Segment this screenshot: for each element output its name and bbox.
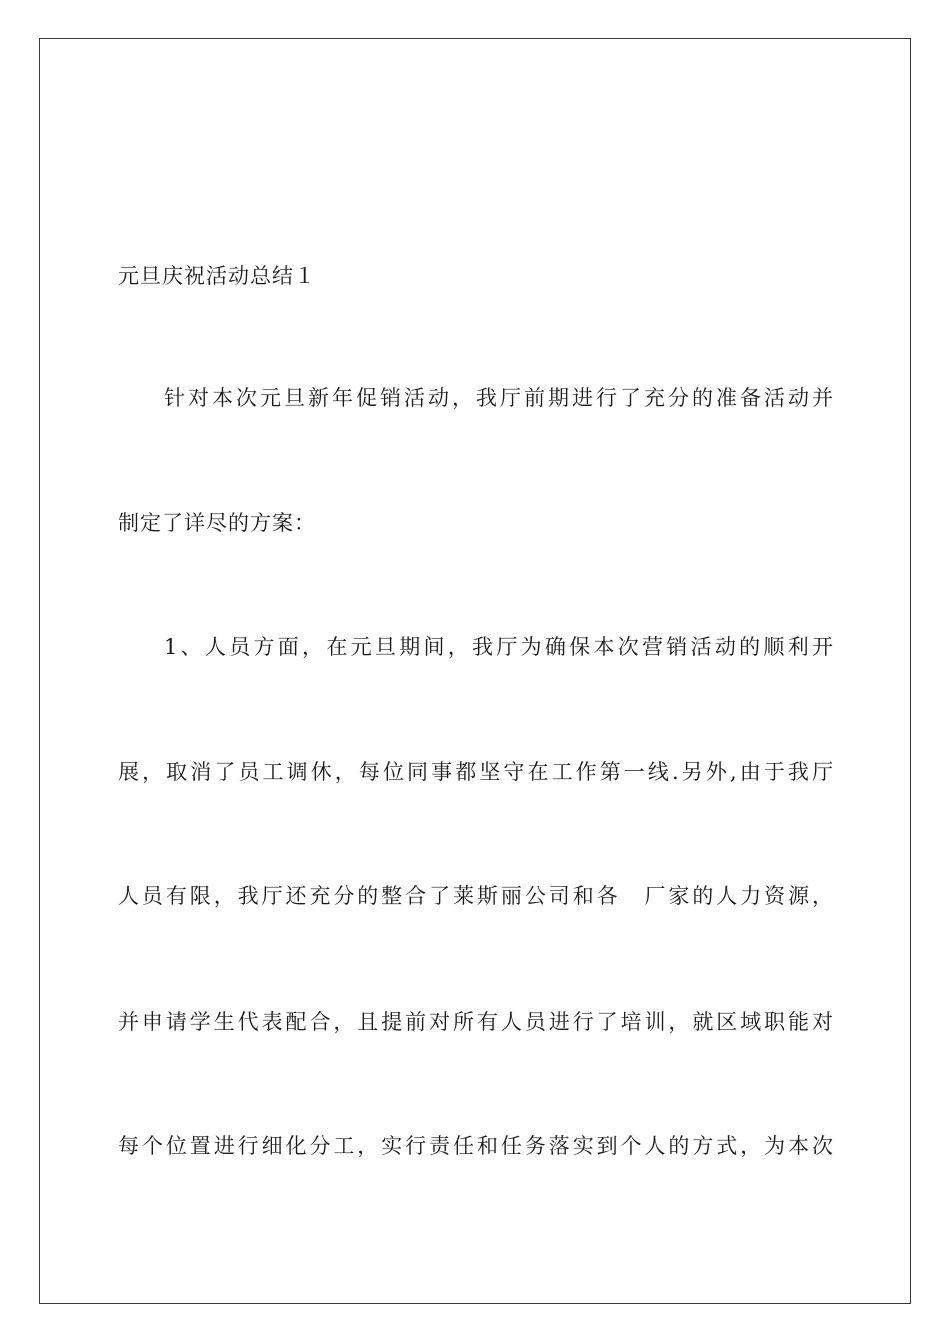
document-title: 元旦庆祝活动总结１ <box>118 264 316 288</box>
paragraph-line-4: 展，取消了员工调休，每位同事都坚守在工作第一线.另外,由于我厅 <box>118 760 834 784</box>
paragraph-line-2: 制定了详尽的方案： <box>118 511 316 535</box>
paragraph-line-7: 每个位置进行细化分工，实行责任和任务落实到个人的方式，为本次 <box>118 1134 834 1158</box>
paragraph-line-6: 并申请学生代表配合，且提前对所有人员进行了培训，就区域职能对 <box>118 1010 834 1034</box>
paragraph-line-1: 针对本次元旦新年促销活动，我厅前期进行了充分的准备活动并 <box>164 386 834 410</box>
paragraph-line-5: 人员有限，我厅还充分的整合了莱斯丽公司和各 厂家的人力资源， <box>118 884 834 908</box>
paragraph-line-3: 1、人员方面，在元旦期间，我厅为确保本次营销活动的顺利开 <box>164 635 834 659</box>
page-border <box>39 38 911 1304</box>
